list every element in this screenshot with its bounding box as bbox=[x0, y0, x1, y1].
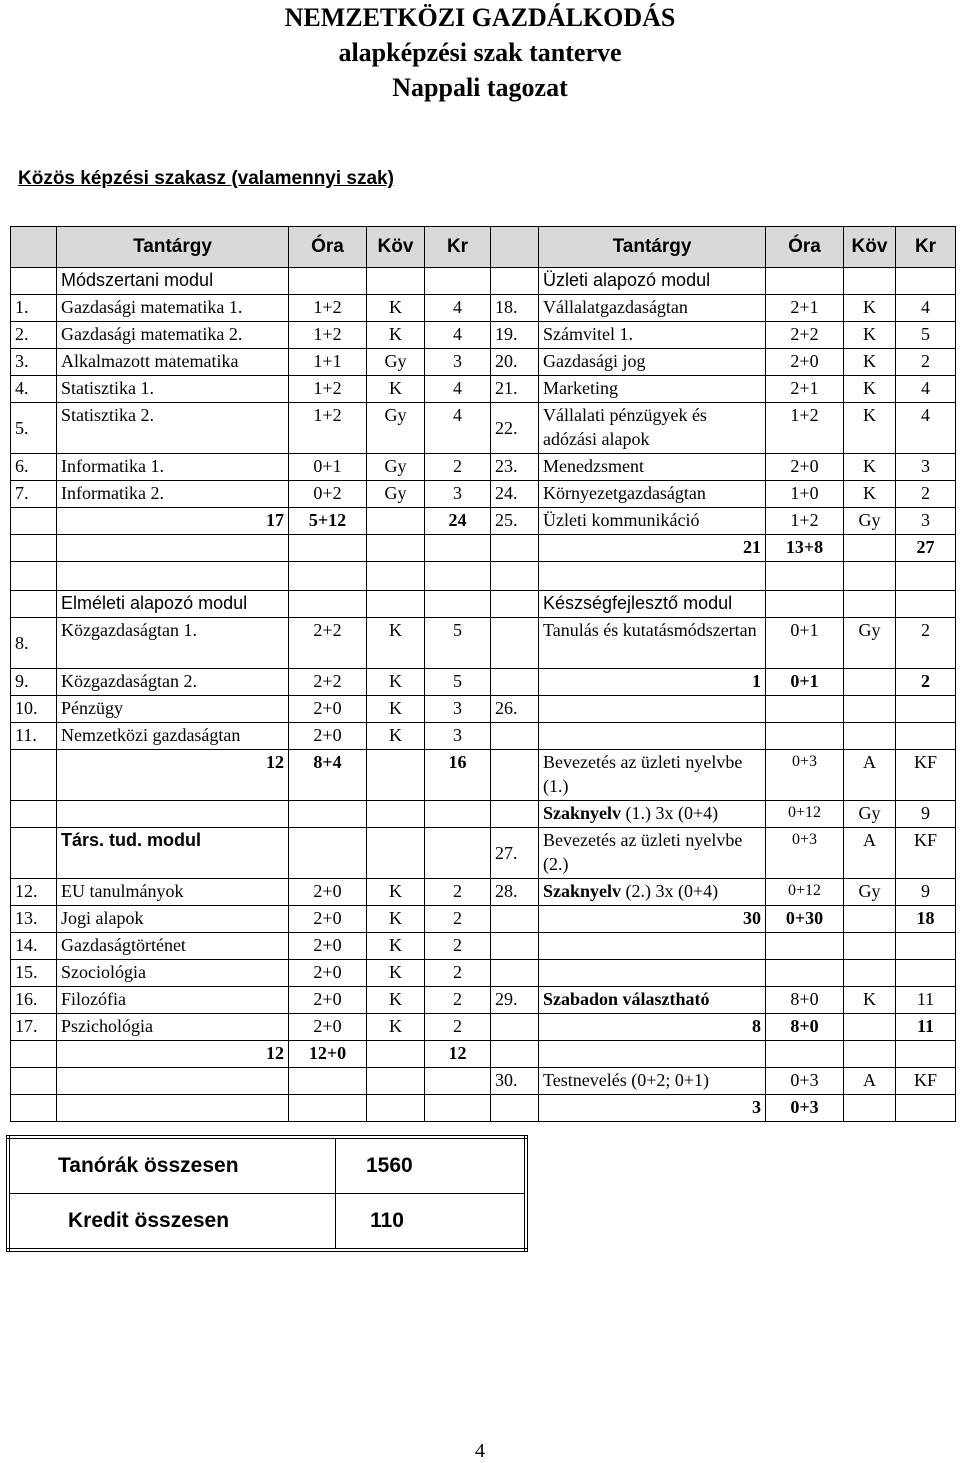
table-row: 21 13+8 27 bbox=[11, 535, 956, 562]
table-row: 10. Pénzügy 2+0 K 3 26. bbox=[11, 696, 956, 723]
col-header-credit: Kr bbox=[425, 227, 491, 268]
module-title: Társ. tud. modul bbox=[57, 828, 289, 879]
table-row: Szaknyelv (1.) 3x (0+4) 0+12 Gy 9 bbox=[11, 801, 956, 828]
module-header-row bbox=[11, 268, 956, 295]
summary-table bbox=[6, 1135, 528, 1252]
module-title: Elméleti alapozó modul bbox=[57, 591, 289, 618]
col-header-req: Köv bbox=[844, 227, 896, 268]
page-number: 4 bbox=[475, 1440, 485, 1462]
module-total: 30 bbox=[539, 906, 766, 933]
module-title: Készségfejlesztő modul bbox=[539, 591, 766, 618]
section-title: Közös képzési szakasz (valamennyi szak) bbox=[18, 168, 394, 189]
table-row: 30. Testnevelés (0+2; 0+1) 0+3 A KF bbox=[11, 1068, 956, 1095]
table-row: 12 12+0 12 bbox=[11, 1041, 956, 1068]
header-row bbox=[11, 227, 956, 268]
table-row: 9. Közgazdaságtan 2. 2+2 K 5 1 0+1 2 bbox=[11, 669, 956, 696]
table-row: 14. Gazdaságtörténet 2+0 K 2 bbox=[11, 933, 956, 960]
total-hours-label: Tanórák összesen bbox=[8, 1137, 336, 1194]
table-row: 2. Gazdasági matematika 2. 1+2 K 4 19. Számvitel 1. 2+2 K 5 bbox=[11, 322, 956, 349]
title-line-2: alapképzési szak tanterve bbox=[338, 38, 622, 67]
total-credits-label: Kredit összesen bbox=[8, 1194, 336, 1251]
col-header-hours: Óra bbox=[766, 227, 844, 268]
col-header-credit: Kr bbox=[896, 227, 956, 268]
table-row: 3 0+3 bbox=[11, 1095, 956, 1122]
total-hours-value: 1560 bbox=[336, 1137, 527, 1194]
title-line-1: NEMZETKÖZI GAZDÁLKODÁS bbox=[284, 3, 676, 32]
col-header-subject: Tantárgy bbox=[57, 227, 289, 268]
table-row: 5. Statisztika 2. 1+2 Gy 4 22. Vállalati pénzügyek és adózási alapok 1+2 K 4 bbox=[11, 403, 956, 454]
table-row bbox=[11, 562, 956, 591]
module-total: 8 bbox=[539, 1014, 766, 1041]
table-row: 3. Alkalmazott matematika 1+1 Gy 3 20. Gazdasági jog 2+0 K 2 bbox=[11, 349, 956, 376]
module-total: 17 bbox=[57, 508, 289, 535]
title-line-3: Nappali tagozat bbox=[392, 73, 568, 102]
module-total: 3 bbox=[539, 1095, 766, 1122]
col-header-subject: Tantárgy bbox=[539, 227, 766, 268]
table-row: 17. Pszichológia 2+0 K 2 8 8+0 11 bbox=[11, 1014, 956, 1041]
table-row: 13. Jogi alapok 2+0 K 2 30 0+30 18 bbox=[11, 906, 956, 933]
module-header-row bbox=[11, 591, 956, 618]
col-header-hours: Óra bbox=[289, 227, 367, 268]
table-row: 1. Gazdasági matematika 1. 1+2 K 4 18. Vállalatgazdaságtan 2+1 K 4 bbox=[11, 295, 956, 322]
table-row: 6. Informatika 1. 0+1 Gy 2 23. Menedzsment 2+0 K 3 bbox=[11, 454, 956, 481]
table-row: 4. Statisztika 1. 1+2 K 4 21. Marketing 2+1 K 4 bbox=[11, 376, 956, 403]
module-title: Üzleti alapozó modul bbox=[539, 268, 766, 295]
table-row: 8. Közgazdaságtan 1. 2+2 K 5 Tanulás és kutatásmódszertan 0+1 Gy 2 bbox=[11, 618, 956, 669]
table-row: 7. Informatika 2. 0+2 Gy 3 24. Környezetgazdaságtan 1+0 K 2 bbox=[11, 481, 956, 508]
table-row: 16. Filozófia 2+0 K 2 29. Szabadon választható 8+0 K 11 bbox=[11, 987, 956, 1014]
module-total: 21 bbox=[539, 535, 766, 562]
table-row: 17 5+12 24 25. Üzleti kommunikáció 1+2 Gy 3 bbox=[11, 508, 956, 535]
table-row: 11. Nemzetközi gazdaságtan 2+0 K 3 bbox=[11, 723, 956, 750]
module-title: Módszertani modul bbox=[57, 268, 289, 295]
table-row: 12. EU tanulmányok 2+0 K 2 28. Szaknyelv (2.) 3x (0+4) 0+12 Gy 9 bbox=[11, 879, 956, 906]
col-header-req: Köv bbox=[367, 227, 425, 268]
table-row: 15. Szociológia 2+0 K 2 bbox=[11, 960, 956, 987]
table-row: Társ. tud. modul 27. Bevezetés az üzleti nyelvbe (2.) 0+3 A KF bbox=[11, 828, 956, 879]
module-total: 12 bbox=[57, 750, 289, 801]
total-credits-value: 110 bbox=[336, 1194, 527, 1251]
module-total: 12 bbox=[57, 1041, 289, 1068]
curriculum-table bbox=[10, 226, 956, 1122]
table-row: 12 8+4 16 Bevezetés az üzleti nyelvbe (1.) 0+3 A KF bbox=[11, 750, 956, 801]
module-total: 1 bbox=[539, 669, 766, 696]
